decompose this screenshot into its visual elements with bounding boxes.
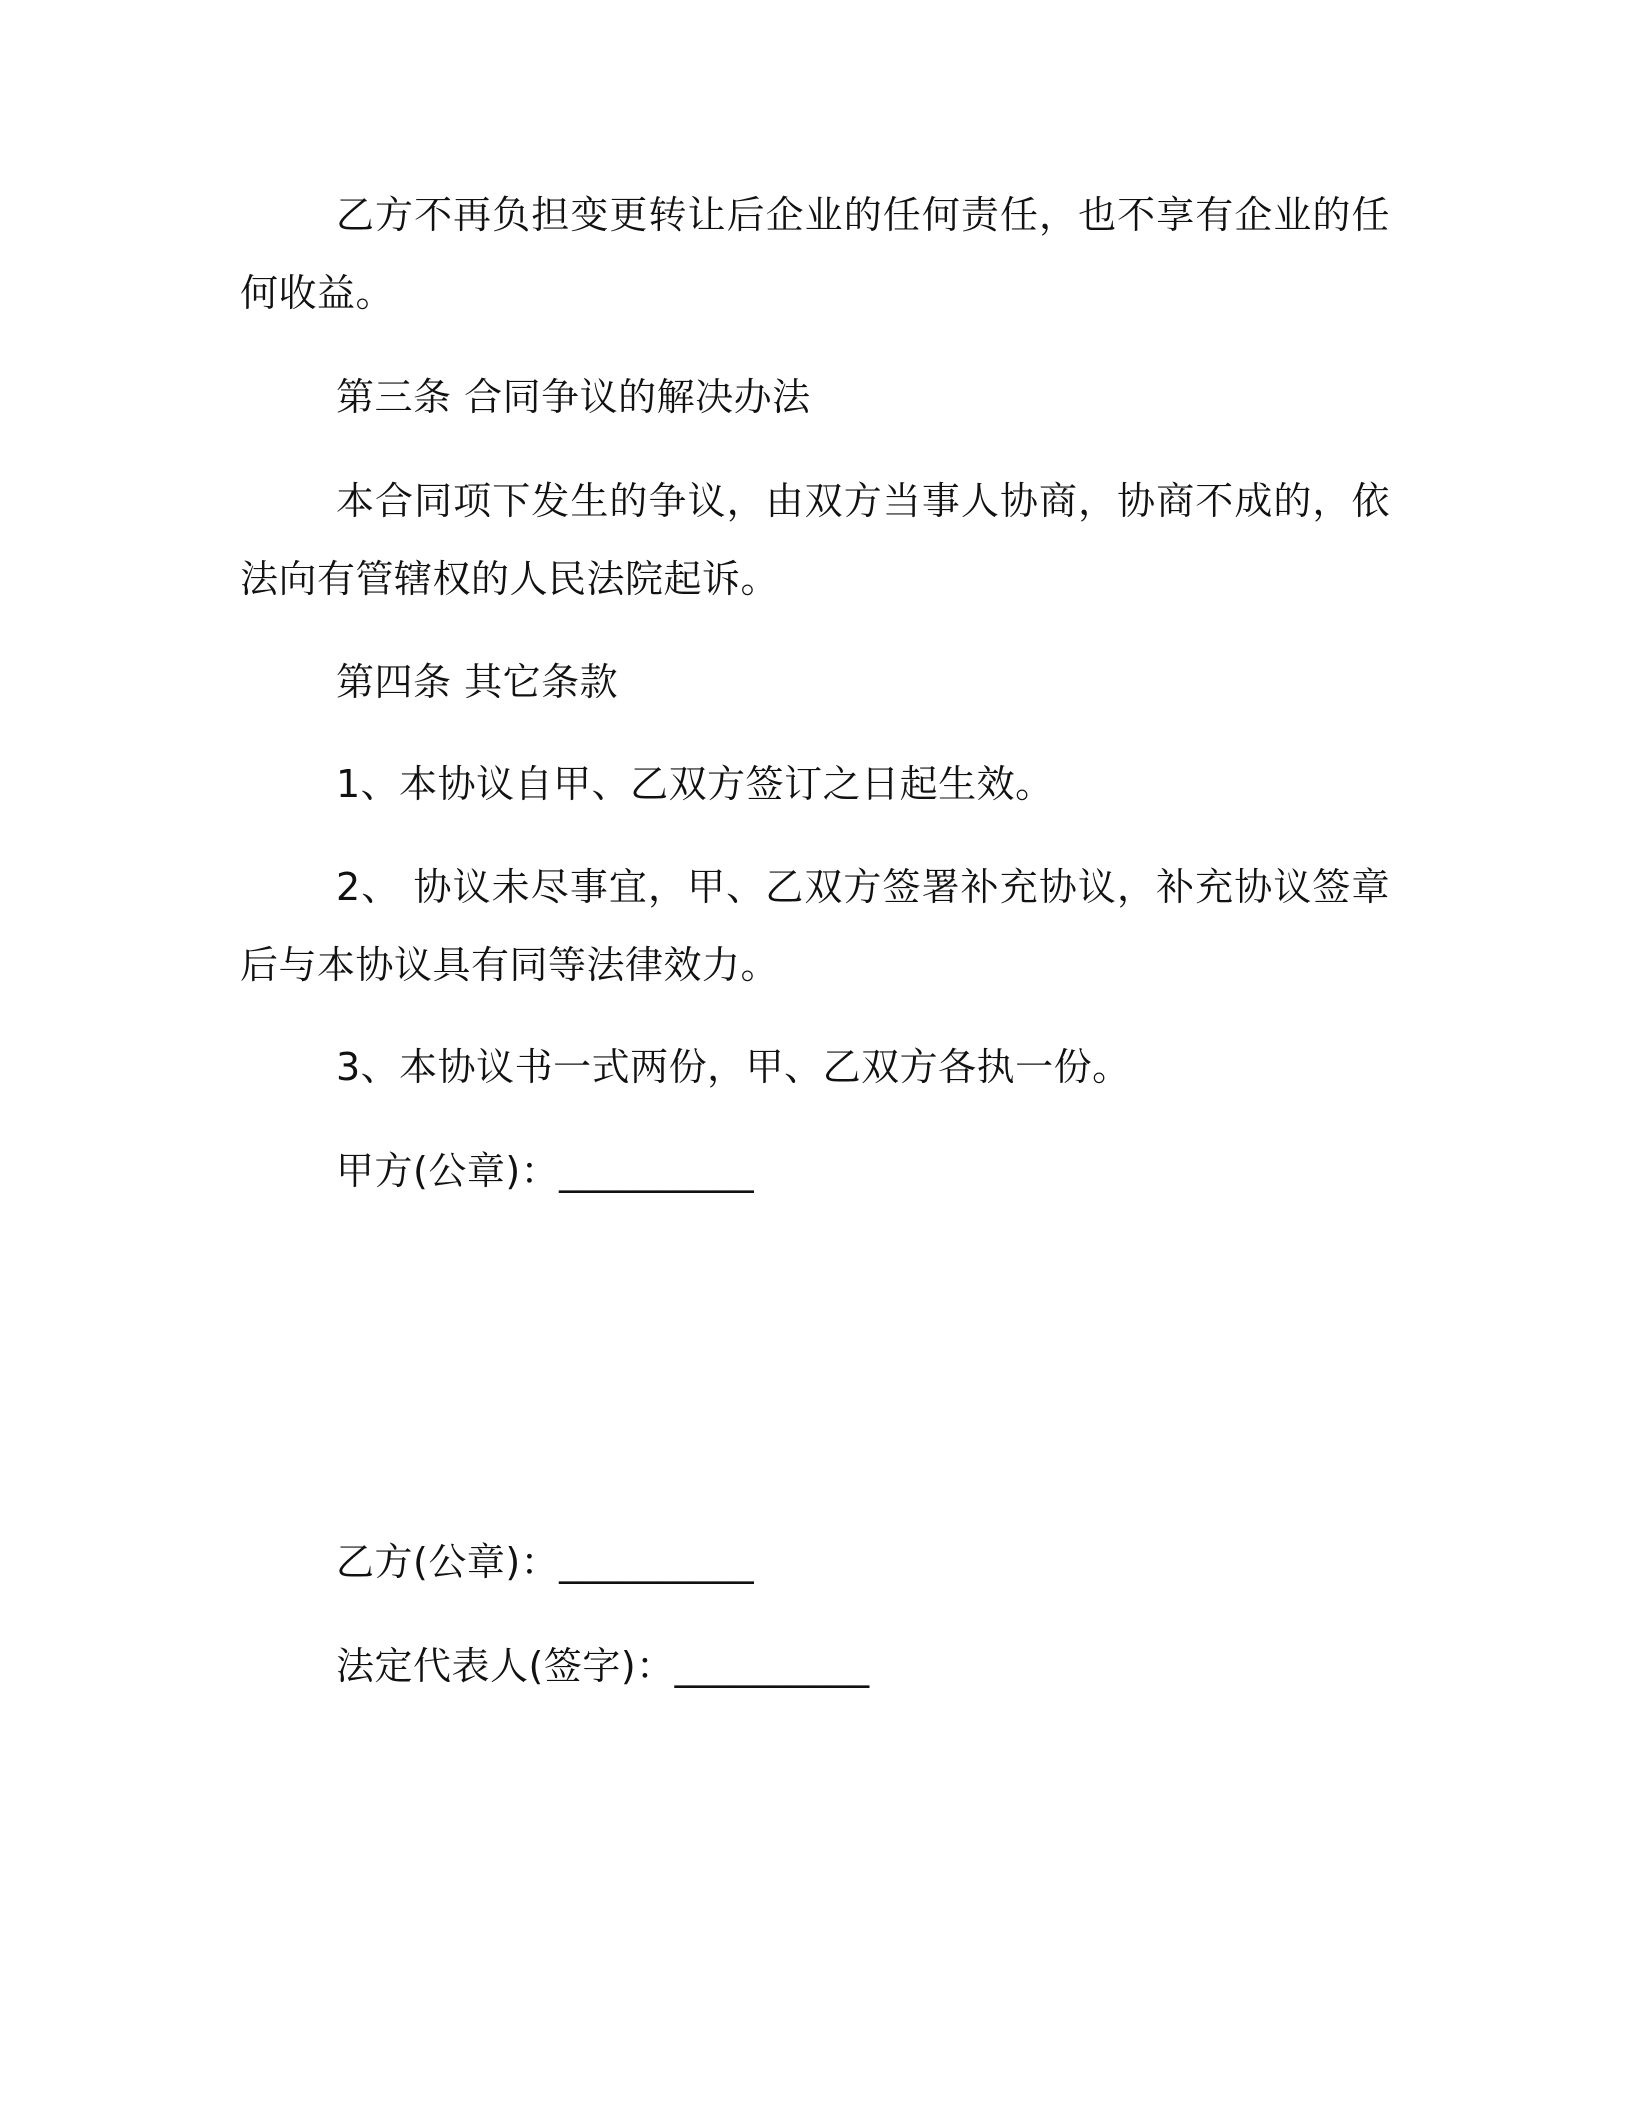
paragraph-dispute-resolution: 本合同项下发生的争议，由双方当事人协商，协商不成的，依法向有管辖权的人民法院起诉。 [240,479,1390,601]
clause-2: 2、 协议未尽事宜，甲、乙双方签署补充协议，补充协议签章后与本协议具有同等法律效力。 [240,865,1390,987]
clause-3: 3、本协议书一式两份，甲、乙双方各执一份。 [336,1045,1131,1089]
party-a-seal-line: 甲方(公章)：__________ [336,1149,755,1193]
paragraph-no-liability: 乙方不再负担变更转让后企业的任何责任，也不享有企业的任何收益。 [240,193,1390,315]
clause-1: 1、本协议自甲、乙双方签订之日起生效。 [336,762,1054,806]
party-b-seal-line: 乙方(公章)：__________ [336,1540,755,1584]
article-3-heading: 第三条 合同争议的解决办法 [336,375,811,419]
legal-representative-signature-line: 法定代表人(签字)：__________ [336,1644,870,1688]
article-4-heading: 第四条 其它条款 [336,660,619,704]
